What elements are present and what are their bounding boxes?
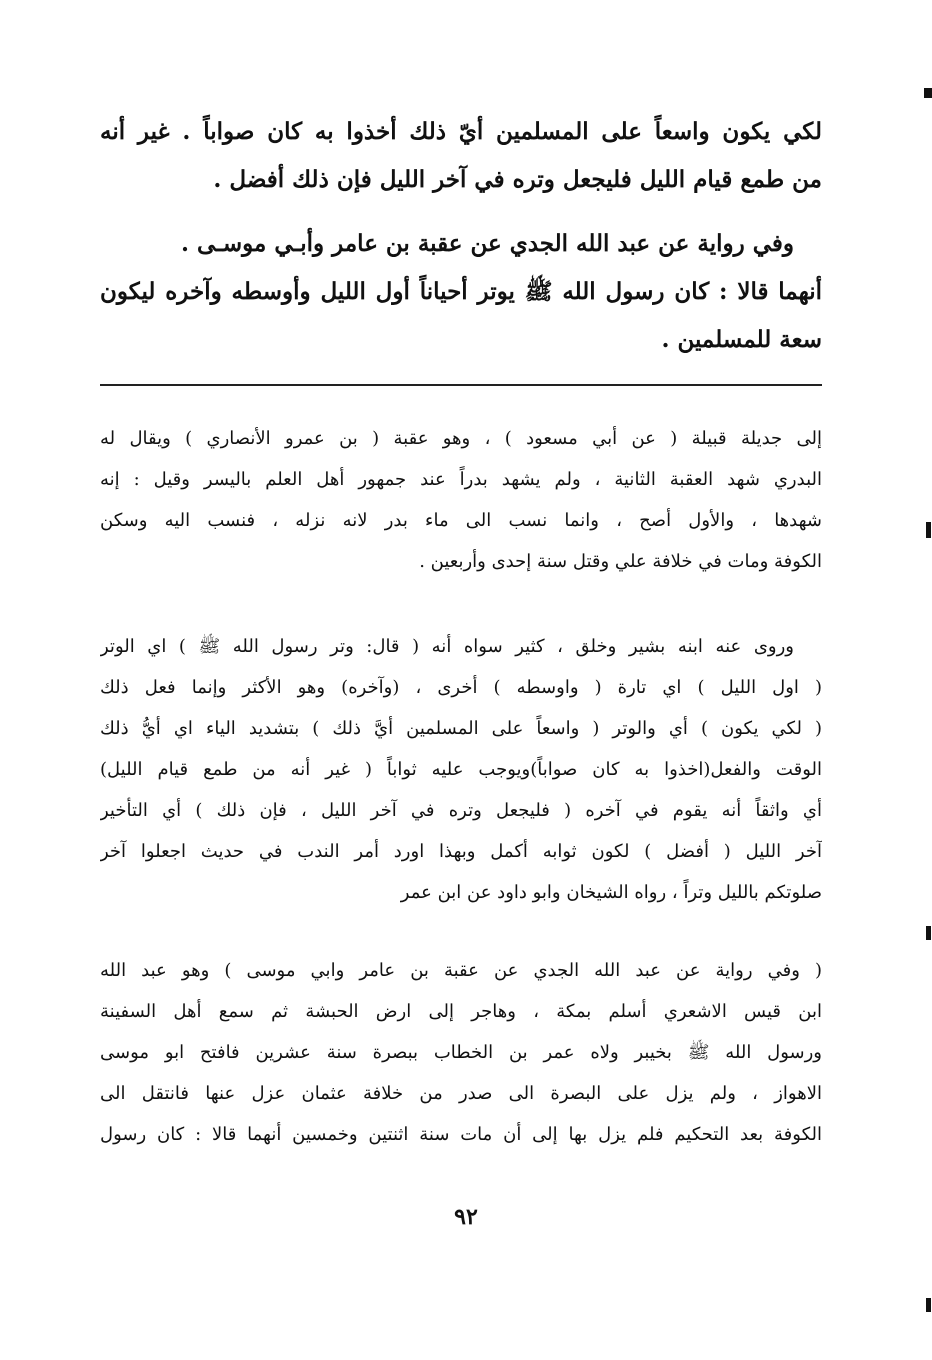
scan-edge-mark — [924, 88, 932, 98]
text-line: الوقت والفعل(اخذوا به كان صواباً)ويوجب عليه ثواباً ( غير أنه من طمع قيام الليل) — [100, 759, 822, 780]
text-line: أي واثقاً أنه يقوم في آخره ( فليجعل وتره في آخر الليل ، فإن ذلك ) أي التأخير — [100, 800, 822, 821]
text-line: أنهما قالا : كان رسول الله ﷺ يوتر أحياناً أول الليل وأوسطه وآخره ليكون — [100, 278, 822, 305]
text-line: البدري شهد العقبة الثانية ، ولم يشهد بدراً عند جمهور أهل العلم باليسر وقيل : إنه — [100, 469, 822, 490]
scan-edge-mark — [926, 1298, 931, 1312]
text-line: إلى جديلة قبيلة ( عن أبي مسعود ) ، وهو عقبة ( بن عمرو الأنصاري ) ويقال له — [100, 428, 822, 449]
text-line: وروى عنه ابنه بشير وخلق ، كثير سواه أنه ( قال: وتر رسول الله ﷺ ) اي الوتر — [100, 636, 794, 657]
text-line: ( لكي يكون ) أي والوتر ( واسعاً على المسلمين أيَّ ذلك ) بتشديد الياء اي أيُّ ذلك — [100, 718, 822, 739]
text-line: الكوفة ومات في خلافة علي وقتل سنة إحدى وأربعين . — [419, 551, 822, 572]
text-line: ورسول الله ﷺ بخيبر ولاه عمر بن الخطاب ببصرة سنة عشرين فافتح ابو موسى — [100, 1042, 822, 1063]
text-line: ( اول الليل ) اي تارة ( واوسطه ) أخرى ، (وآخره) وهو الأكثر وإنما فعل ذلك — [100, 677, 822, 698]
footnote-2 — [100, 626, 822, 913]
footnote-3 — [100, 950, 822, 1155]
scan-edge-mark — [926, 522, 931, 538]
text-line: آخر الليل ( أفضل ) لكون ثوابه أكمل وبهذا اورد أمر الندب في حديث اجعلوا آخر — [100, 841, 822, 862]
scan-edge-mark — [926, 926, 931, 940]
text-line: لكي يكون واسعاً على المسلمين أيّ ذلك أخذوا به كان صواباً . غير أنه — [100, 118, 822, 145]
text-line: صلوتكم بالليل وتراً ، رواه الشيخان وابو داود عن ابن عمر — [400, 882, 822, 903]
footnote-separator — [100, 384, 822, 386]
main-paragraph-2 — [100, 220, 822, 364]
text-line: الاهواز ، ولم يزل على البصرة الى صدر من خلافة عثمان عزل عنها فانتقل الى — [100, 1083, 822, 1104]
text-line: ( وفي رواية عن عبد الله الجدي عن عقبة بن عامر وابي موسى ) وهو عبد الله — [100, 960, 822, 981]
text-line: وفي رواية عن عبد الله الجدي عن عقبة بن عامر وأبـي موسـى . — [180, 230, 794, 257]
text-line: ابن قيس الاشعري أسلم بمكة ، وهاجر إلى ارض الحبشة ثم سمع أهل السفينة — [100, 1001, 822, 1022]
page-number: ٩٢ — [454, 1204, 478, 1230]
text-line: شهدها ، والأول أصح ، وانما نسب الى ماء بدر لانه نزله ، فنسب اليه وسكن — [100, 510, 822, 531]
text-line: سعة للمسلمين . — [661, 326, 822, 353]
footnote-1 — [100, 418, 822, 582]
main-paragraph-1 — [100, 108, 822, 204]
text-line: من طمع قيام الليل فليجعل وتره في آخر الليل فإن ذلك أفضل . — [213, 166, 822, 193]
text-line: الكوفة بعد التحكيم فلم يزل بها إلى أن مات سنة اثنتين وخمسين أنهما قالا : كان رسول — [100, 1124, 822, 1145]
